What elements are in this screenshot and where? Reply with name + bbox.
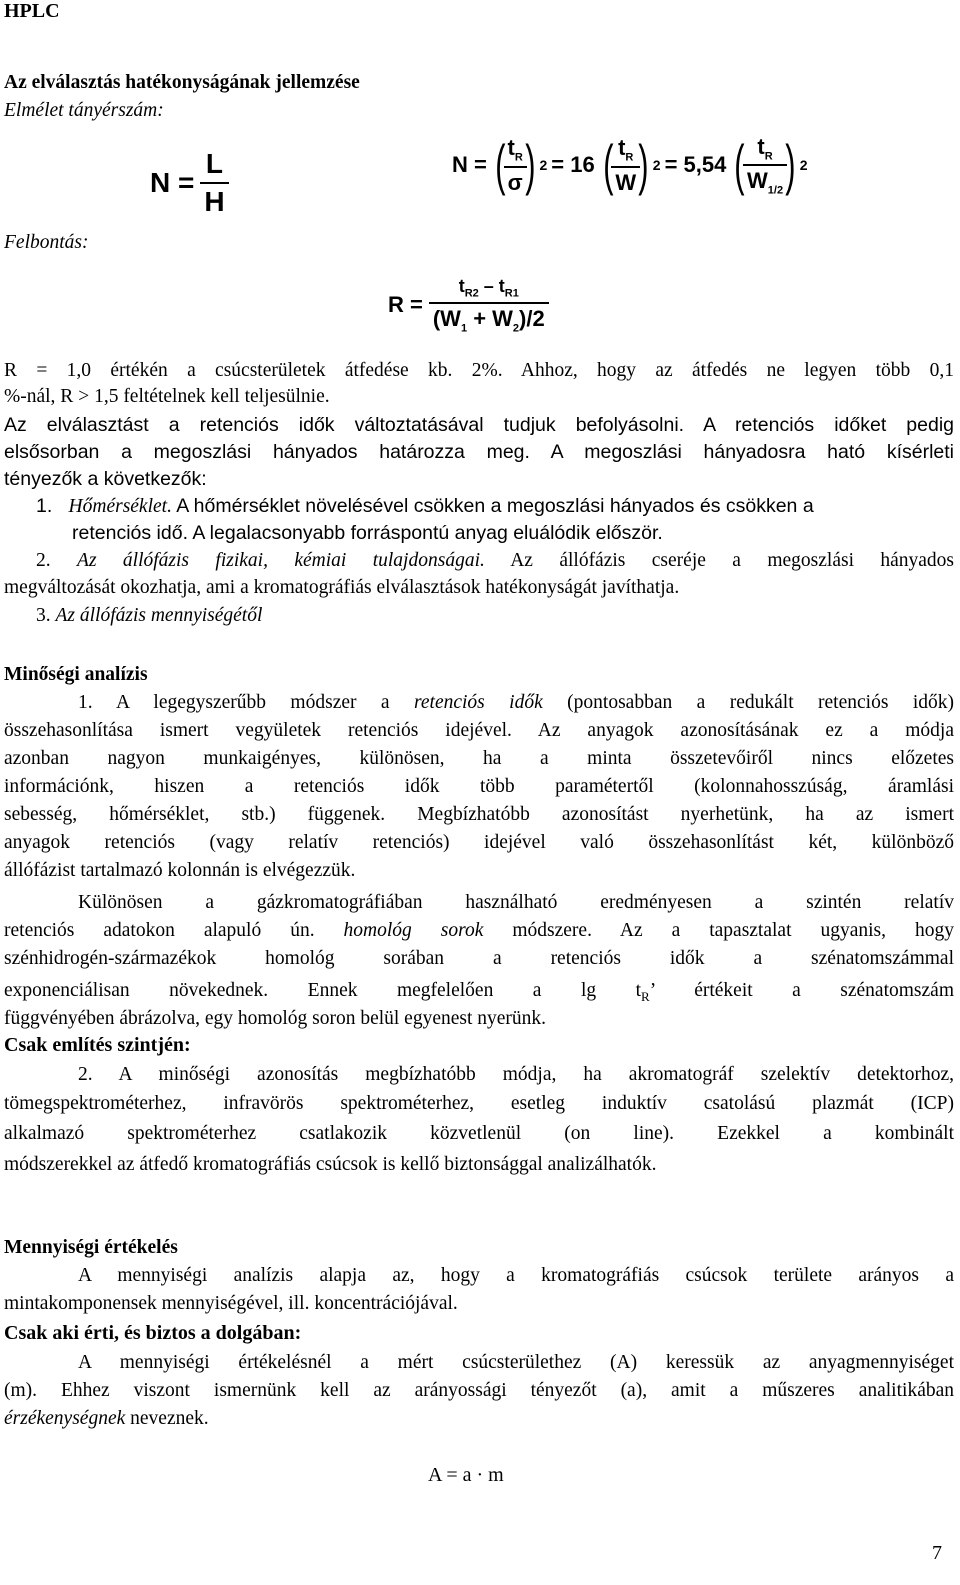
page-number: 7	[932, 1542, 942, 1564]
formula-n-lhs: N =	[150, 167, 195, 198]
list-item-temperature: 1. Hőmérséklet. A hőmérséklet növelésével csökken a megoszlási hányados és csökken a	[36, 495, 814, 517]
expert-title: Csak aki érti, és biztos a dolgában:	[4, 1322, 302, 1344]
qual-p3-line-3: alkalmazó spektrométerhez csatlakozik közvetlenül (on line). Ezekkel a kombinált	[4, 1123, 954, 1144]
list-item-temperature-cont: retenciós idő. A legalacsonyabb forráspontú anyag eluálódik először.	[72, 522, 663, 544]
quant-p2-line-3: érzékenységnek neveznek.	[4, 1408, 209, 1429]
mention-level-title: Csak említés szintjén:	[4, 1034, 191, 1056]
qual-p2-line-1: Különösen a gázkromatográfiában használható eredményesen a szintén relatív	[78, 892, 954, 913]
formula-n2-lhs: N =	[452, 152, 487, 178]
quant-p2-line-1: A mennyiségi értékelésnél a mért csúcsterülethez (A) keressük az anyagmennyiséget	[78, 1352, 954, 1373]
plate-number-label: Elmélet tányérszám:	[4, 100, 164, 121]
section-title-quantitative: Mennyiségi értékelés	[4, 1237, 178, 1258]
formula-r-lhs: R =	[388, 291, 423, 317]
qual-p3-line-4: módszerekkel az átfedő kromatográfiás csúcsok is kellő biztonsággal analizálhatók.	[4, 1154, 657, 1175]
qual-p1-line-5: sebesség, hőmérséklet, stb.) függenek. Megbízhatóbb azonosítást nyerhetünk, ha az ismert	[4, 804, 954, 825]
plate-formula-simple	[150, 148, 229, 218]
qual-p2-line-5: függvényében ábrázolva, egy homológ soron belül egyenest nyerünk.	[4, 1008, 547, 1029]
resolution-formula: R = $\frac{t_{R2} - t_{R1}}{(W_1 + W_2)/2}$	[388, 276, 549, 334]
list-item-stationary-phase: 2. Az állófázis fizikai, kémiai tulajdonságai. Az állófázis cseréje a megoszlási hányados	[36, 550, 955, 571]
formula-n-denominator: H	[200, 182, 228, 218]
body-line-5: tényezők a következők:	[4, 468, 207, 490]
formula-coef-16: = 16	[551, 152, 595, 178]
resolution-label: Felbontás:	[4, 232, 89, 253]
qual-p1-line-6: anyagok retenciós (vagy relatív retenciós) idejével való összehasonlítást két, különböző	[4, 832, 954, 853]
quant-p2-line-2: (m). Ehhez viszont ismernünk kell az arányossági tényezőt (a), amit a műszeres analitikában	[4, 1380, 954, 1401]
qual-p2-line-4: exponenciálisan növekednek. Ennek megfelelően a $\lg t_R$’ értékeit a szénatomszám	[4, 980, 954, 1004]
qual-p1-line-1: 1. A legegyszerűbb módszer a retenciós idők (pontosabban a redukált retenciós idők)	[78, 692, 955, 713]
qual-p3-line-1: 2. A minőségi azonosítás megbízhatóbb módja, ha akromatográf szelektív detektorhoz,	[78, 1064, 954, 1085]
list-item-quantity: 3. Az állófázis mennyiségétől	[36, 605, 263, 626]
qual-p1-line-7: állófázist tartalmazó kolonnán is elvégezzük.	[4, 860, 356, 881]
body-line-2: %-nál, R > 1,5 feltételnek kell teljesülnie.	[4, 386, 330, 407]
section-title-efficiency: Az elválasztás hatékonyságának jellemzése	[4, 72, 360, 93]
qual-p2-line-2: retenciós adatokon alapuló ún. homológ sorok módszere. Az a tapasztalat ugyanis, hogy	[4, 920, 954, 941]
quant-p1-line-2: mintakomponensek mennyiségével, ill. koncentrációjával.	[4, 1293, 458, 1314]
plate-formula-full: N = ( $\frac{t_R}{\sigma}$ ) 2 = 16 ( $\frac{t_R}{W}$ ) 2 = 5,54 ( $\frac{t_R}{W_{1/2}}$ ) 2	[452, 133, 808, 197]
formula-n-numerator: L	[205, 148, 224, 179]
body-line-4: elsősorban a megoszlási hányados határozza meg. A megoszlási hányadosra ható kísérleti	[4, 441, 954, 463]
qual-p1-line-3: azonban nagyon munkaigényes, különösen, ha a minta összetevőiről nincs előzetes	[4, 748, 954, 769]
qual-p1-line-2: összehasonlítása ismert vegyületek retenciós idejével. Az anyagok azonosításának ez a módja	[4, 720, 954, 741]
section-title-qualitative: Minőségi analízis	[4, 664, 148, 685]
formula-coef-554: = 5,54	[664, 152, 727, 178]
document-header: HPLC	[4, 0, 60, 22]
body-line-3: Az elválasztást a retenciós idők változtatásával tudjuk befolyásolni. A retenciós időket pedig	[4, 414, 954, 436]
qual-p1-line-4: információnk, hiszen a retenciós idők több paramétertől (kolonnahosszúság, áramlási	[4, 776, 954, 797]
qual-p2-line-3: szénhidrogén-származékok homológ sorában a retenciós idők a szénatomszámmal	[4, 948, 954, 969]
quant-p1-line-1: A mennyiségi analízis alapja az, hogy a kromatográfiás csúcsok területe arányos a	[78, 1265, 954, 1286]
list-item-stationary-phase-cont: megváltozását okozhatja, ami a kromatográfiás elválasztások hatékonyságát javíthatja.	[4, 577, 680, 598]
qual-p3-line-2: tömegspektrométerhez, infravörös spektrométerhez, esetleg induktív csatolású plazmát (ICP)	[4, 1093, 954, 1114]
body-line-1: R = 1,0 értékén a csúcsterületek átfedése kb. 2%. Ahhoz, hogy az átfedés ne legyen több 0,1	[4, 360, 954, 381]
area-equation: A = a · m	[428, 1464, 504, 1486]
